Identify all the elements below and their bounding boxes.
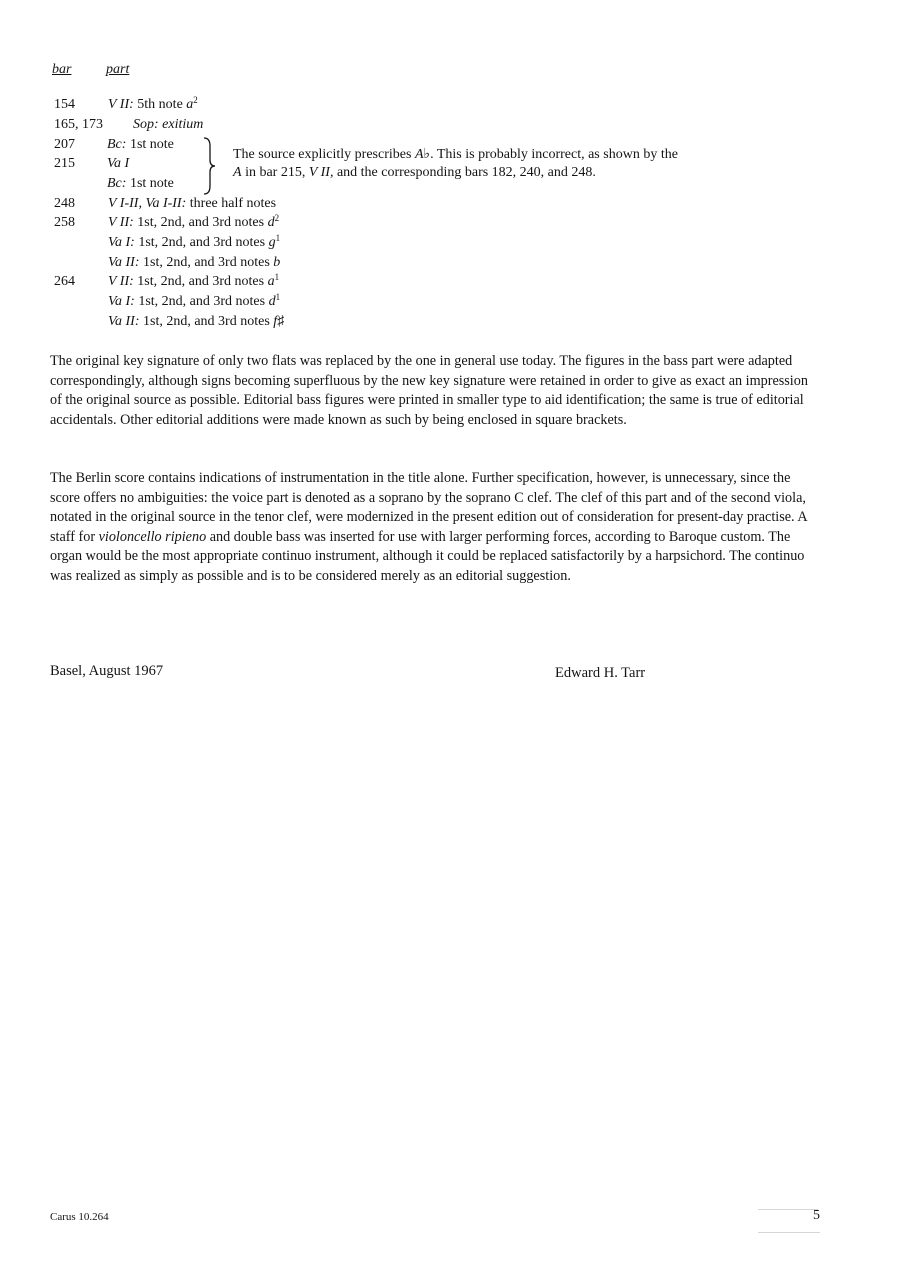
- instrument-name: violoncello ripieno: [98, 528, 207, 545]
- part-name: Sop: exitium: [133, 117, 204, 132]
- row-text: 1st note: [126, 137, 174, 152]
- bar-number: 215: [54, 156, 75, 171]
- paragraph-text: and double bass was inserted for use with larger performing forces, according to Baroque custom. The organ would be the most appropriate continuo instrument, although it could be replaced satisfactorily by a harpsichord. The continuo was realized as simply as possible and is to be considered merely as an editorial suggestion.: [50, 528, 805, 584]
- part-name: V II:: [108, 97, 134, 112]
- part-name: V II,: [308, 165, 334, 180]
- octave-mark: 1: [275, 233, 281, 243]
- octave-mark: 2: [274, 213, 280, 223]
- part-name: Va I:: [108, 235, 135, 250]
- note-pitch: a: [186, 97, 194, 112]
- paragraph-key-signature: The original key signature of only two flats was replaced by the one in general use today. The figures in the bass part were adapted correspondingly, although signs becoming superfluous by the new key signature were retained in order to give as exact an impression of the original source as possible. Editorial bass figures were printed in smaller type to aid identification; the same is true of editorial accidentals. Other editorial additions were made known as such by being enclosed in square brackets.: [50, 353, 808, 428]
- part-name: V II:: [108, 274, 134, 289]
- page-number: 5: [813, 1208, 820, 1223]
- note-pitch: d: [268, 294, 276, 309]
- octave-mark: 2: [193, 95, 198, 105]
- octave-mark: 1: [275, 292, 281, 302]
- row-text: 1st note: [126, 176, 174, 191]
- note-text: and the corresponding bars 182, 240, and 248.: [333, 165, 596, 180]
- bar-number: 207: [54, 137, 75, 152]
- row-text: three half notes: [186, 196, 277, 211]
- part-name: Va II:: [108, 314, 140, 329]
- note-pitch: f: [273, 314, 278, 329]
- note-pitch: A: [233, 165, 242, 180]
- part-name: Va I:: [108, 294, 135, 309]
- note-text: The source explicitly prescribes: [233, 147, 415, 162]
- note-pitch: d: [267, 215, 275, 230]
- note-pitch: a: [267, 274, 275, 289]
- place-date: Basel, August 1967: [50, 663, 164, 679]
- catalog-number: Carus 10.264: [50, 1211, 109, 1223]
- note-pitch: g: [268, 235, 276, 250]
- row-text: 5th note: [133, 97, 187, 112]
- footer-rule-bottom: [758, 1232, 820, 1233]
- brace-icon: [202, 136, 218, 196]
- footer-rule-top: [758, 1209, 818, 1210]
- note-pitch: A: [414, 147, 424, 162]
- octave-mark: 1: [274, 272, 280, 282]
- brace-note-line-2: [233, 165, 596, 181]
- note-text: in bar 215,: [241, 165, 309, 180]
- part-name: Bc:: [107, 137, 127, 152]
- row-text: 1st, 2nd, and 3rd notes: [139, 314, 274, 329]
- part-name: Bc:: [107, 176, 127, 191]
- row-text: 1st, 2nd, and 3rd notes: [133, 274, 268, 289]
- row-text: 1st, 2nd, and 3rd notes: [139, 255, 274, 270]
- row-text: 1st, 2nd, and 3rd notes: [134, 235, 269, 250]
- bar-number: 264: [54, 274, 75, 289]
- bar-number: 248: [54, 196, 75, 211]
- row-text: 1st, 2nd, and 3rd notes: [133, 215, 268, 230]
- column-header-part: part: [106, 62, 130, 77]
- sharp-sign: ♯: [277, 314, 285, 329]
- bar-number: 154: [54, 97, 75, 112]
- part-name: Va I: [107, 156, 130, 171]
- paragraph-instrumentation: [50, 469, 820, 587]
- note-pitch: b: [273, 255, 281, 270]
- note-text: . This is probably incorrect, as shown by the: [430, 147, 678, 162]
- paragraph-text: The Berlin score contains indications of instrumentation in the title alone. Further specification, however, is unnecessary, since the score offers no ambiguities: the voice part is denoted as a soprano by the soprano C clef. The clef of this part and of the second viola, notated in the original source in the tenor clef, were modernized in the present edition out of consideration for present-day practise. A staff for: [50, 470, 807, 545]
- brace-note-line-1: [233, 146, 678, 163]
- row-text: 1st, 2nd, and 3rd notes: [134, 294, 269, 309]
- bar-number: 258: [54, 215, 75, 230]
- bar-number: 165, 173: [54, 117, 103, 132]
- author-name: Edward H. Tarr: [555, 665, 646, 681]
- part-name: V II:: [108, 215, 134, 230]
- column-header-bar: bar: [52, 62, 72, 77]
- part-name: Va II:: [108, 255, 140, 270]
- flat-sign: ♭: [423, 147, 431, 162]
- part-name: V I-II, Va I-II:: [108, 196, 187, 211]
